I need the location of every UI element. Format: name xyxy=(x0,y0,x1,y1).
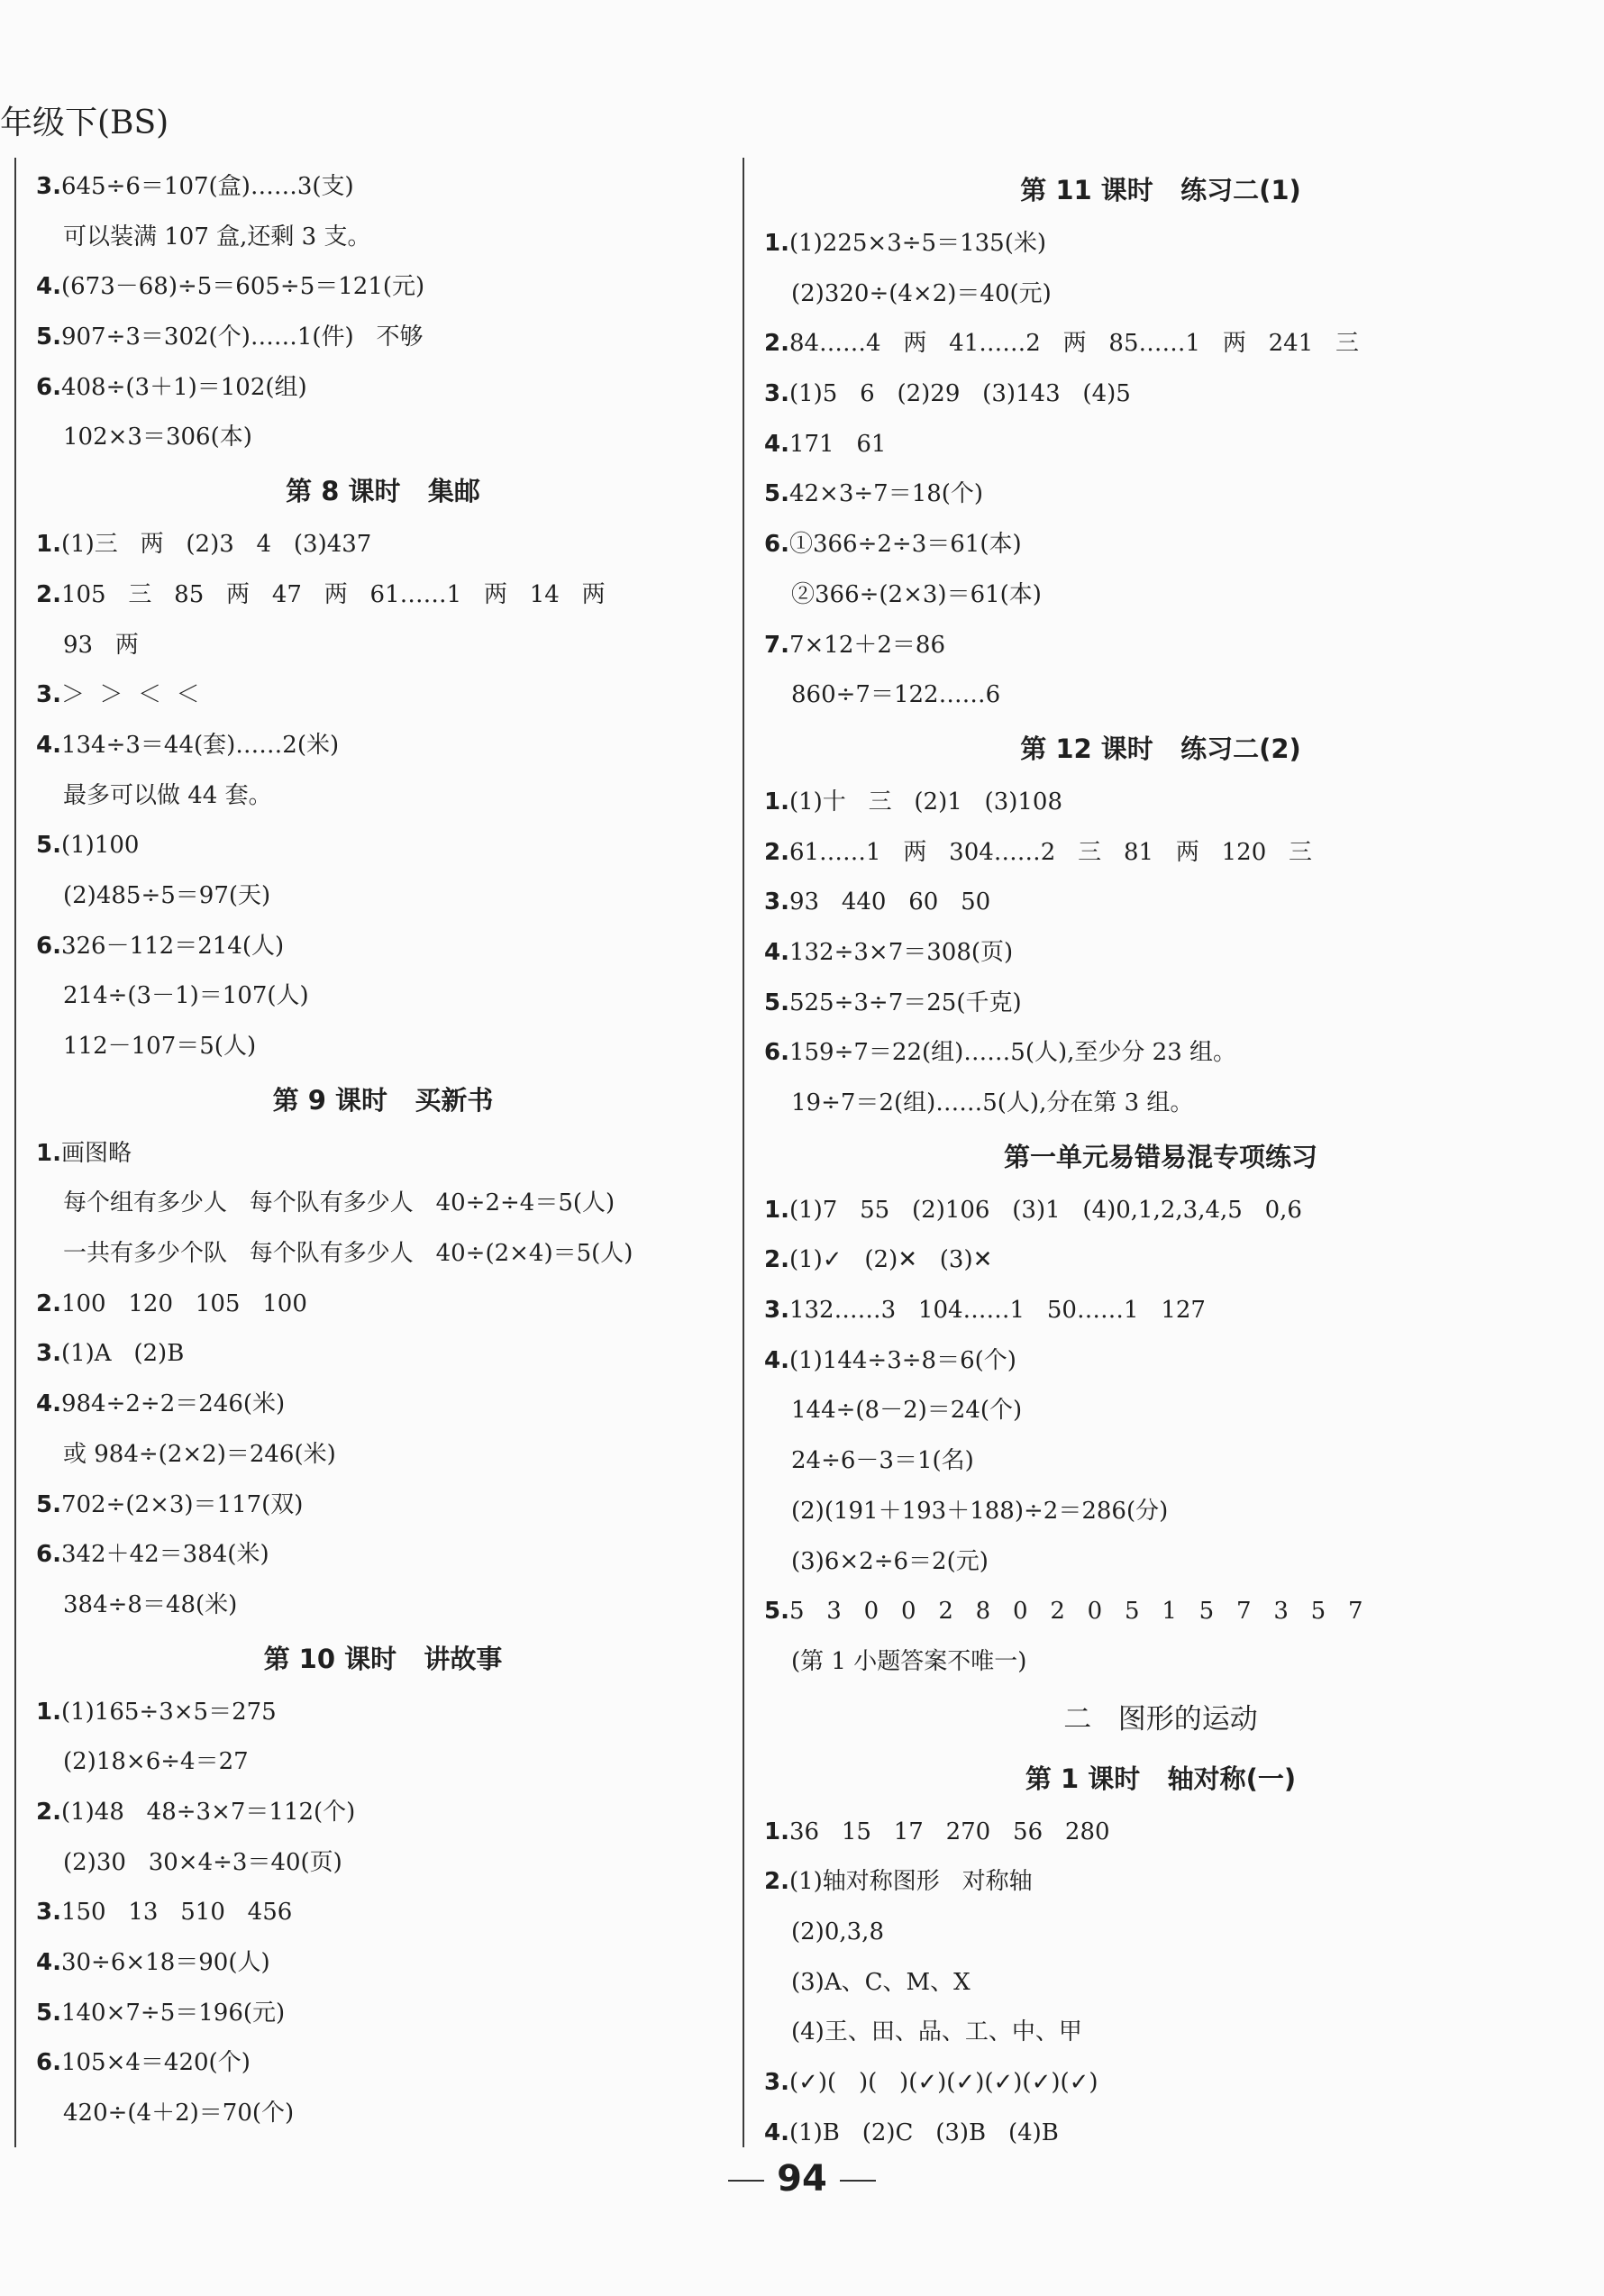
answer-continuation xyxy=(36,1838,730,1889)
answer-text: (3)A、C、M、X xyxy=(791,1968,971,1996)
page-number xyxy=(0,2158,1604,2200)
answer-text: 84……4 两 41……2 两 85……1 两 241 三 xyxy=(788,330,1360,358)
answer-text: 每个组有多少人 每个队有多少人 40÷2÷4＝5(人) xyxy=(63,1189,615,1217)
lesson-heading: 第 10 课时 讲故事 xyxy=(263,1643,503,1674)
answer-text: 36 15 17 270 56 280 xyxy=(788,1818,1110,1845)
answer-line xyxy=(36,520,730,570)
answer-text: (1)165÷3×5＝275 xyxy=(60,1698,277,1726)
answer-text: ①366÷2÷3＝61(本) xyxy=(788,531,1022,559)
answer-line xyxy=(36,1530,730,1581)
question-number: 4. xyxy=(764,430,789,458)
answer-continuation xyxy=(36,213,730,263)
lesson-heading: 第 1 课时 轴对称(一) xyxy=(1025,1763,1297,1794)
answer-line xyxy=(764,979,1557,1029)
answer-text: (1)144÷3÷8＝6(个) xyxy=(788,1346,1016,1374)
answer-text: 42×3÷7＝18(个) xyxy=(788,480,984,508)
answer-line xyxy=(36,922,730,972)
answer-line xyxy=(36,1788,730,1838)
answer-text: (1)十 三 (2)1 (3)108 xyxy=(788,788,1063,815)
lesson-heading: 第 9 课时 买新书 xyxy=(272,1084,494,1116)
right-column xyxy=(764,162,1557,2158)
answer-line xyxy=(764,420,1557,470)
question-number: 6. xyxy=(36,373,61,401)
answer-text: 159÷7＝22(组)……5(人),至少分 23 组。 xyxy=(788,1039,1237,1067)
answer-text: (1)225×3÷5＝135(米) xyxy=(788,230,1046,257)
answer-continuation xyxy=(36,971,730,1022)
question-number: 3. xyxy=(36,173,61,200)
question-number: 6. xyxy=(36,932,61,960)
question-number: 1. xyxy=(36,531,61,559)
answer-text: 420÷(4＋2)＝70(个) xyxy=(63,2100,295,2127)
answer-text: (1)✓ (2)✕ (3)✕ xyxy=(788,1246,993,1274)
answer-text: 5 3 0 0 2 8 0 2 0 5 1 5 7 3 5 7 xyxy=(788,1598,1363,1626)
answer-text: (1)B (2)C (3)B (4)B xyxy=(788,2118,1059,2146)
question-number: 5. xyxy=(36,1490,61,1518)
question-number: 4. xyxy=(36,1390,61,1418)
answer-line xyxy=(36,313,730,363)
answer-text: 102×3＝306(本) xyxy=(63,424,252,451)
answer-continuation xyxy=(764,570,1557,621)
answer-text: 105×4＝420(个) xyxy=(60,2049,251,2077)
question-number: 6. xyxy=(764,1039,789,1067)
answer-continuation xyxy=(36,771,730,822)
lesson-heading: 第一单元易错易混专项练习 xyxy=(1003,1141,1317,1172)
answer-continuation xyxy=(36,1022,730,1072)
question-number: 1. xyxy=(764,788,789,815)
answer-line xyxy=(36,363,730,414)
answer-text: 171 61 xyxy=(788,430,887,458)
answer-text: (1)48 48÷3×7＝112(个) xyxy=(60,1798,356,1826)
question-number: 2. xyxy=(36,1798,61,1826)
answer-line xyxy=(764,878,1557,928)
answer-line xyxy=(764,1857,1557,1908)
lesson-heading: 第 12 课时 练习二(2) xyxy=(1020,733,1301,764)
answer-text: (第 1 小题答案不唯一) xyxy=(791,1647,1027,1675)
question-number: 3. xyxy=(36,1340,61,1368)
answer-text: 一共有多少个队 每个队有多少人 40÷(2×4)＝5(人) xyxy=(63,1240,633,1268)
question-number: 3. xyxy=(36,1899,61,1927)
question-number: 4. xyxy=(36,1949,61,1976)
answer-continuation xyxy=(764,670,1557,721)
answer-line xyxy=(764,778,1557,828)
question-number: 3. xyxy=(764,888,789,916)
answer-continuation xyxy=(764,1637,1557,1688)
question-number: 4. xyxy=(36,273,61,301)
answer-text: 19÷7＝2(组)……5(人),分在第 3 组。 xyxy=(791,1089,1194,1116)
answer-text: (2)(191＋193＋188)÷2＝286(分) xyxy=(791,1497,1169,1525)
answer-text: (2)30 30×4÷3＝40(页) xyxy=(63,1848,342,1876)
answer-continuation xyxy=(36,413,730,463)
answer-line xyxy=(36,1688,730,1738)
answer-text: 214÷(3－1)＝107(人) xyxy=(63,982,309,1010)
question-number: 6. xyxy=(764,531,789,559)
question-number: 5. xyxy=(36,832,61,860)
answer-line xyxy=(36,262,730,313)
answer-line xyxy=(764,219,1557,269)
answer-text: 140×7÷5＝196(元) xyxy=(60,1999,286,2027)
answer-line xyxy=(36,1380,730,1430)
answer-text: 可以装满 107 盒,还剩 3 支。 xyxy=(63,223,371,251)
answer-text: 30÷6×18＝90(人) xyxy=(60,1949,270,1976)
answer-text: (1)三 两 (2)3 4 (3)437 xyxy=(60,531,372,559)
answer-line xyxy=(36,1938,730,1989)
question-number: 4. xyxy=(764,938,789,966)
question-number: 5. xyxy=(764,1598,789,1626)
answer-line xyxy=(36,670,730,721)
answer-continuation xyxy=(36,1581,730,1631)
question-number: 2. xyxy=(764,1868,789,1896)
page-header: 年级下(BS) xyxy=(0,105,169,141)
answer-continuation xyxy=(764,1908,1557,1958)
question-number: 5. xyxy=(764,480,789,508)
column-divider-middle xyxy=(743,158,744,2147)
question-number: 1. xyxy=(764,1196,789,1224)
question-number: 6. xyxy=(36,2049,61,2077)
answer-line xyxy=(36,1329,730,1380)
question-number: 4. xyxy=(36,731,61,759)
lesson-heading: 第 11 课时 练习二(1) xyxy=(1020,175,1301,205)
answer-continuation xyxy=(36,871,730,922)
answer-continuation xyxy=(764,1958,1557,2009)
answer-text: 132……3 104……1 50……1 127 xyxy=(788,1297,1206,1325)
answer-line xyxy=(764,621,1557,671)
answer-text: 384÷8＝48(米) xyxy=(63,1590,238,1618)
question-number: 1. xyxy=(36,1139,61,1167)
answer-line xyxy=(764,1186,1557,1236)
answer-line xyxy=(764,828,1557,879)
answer-continuation xyxy=(36,1229,730,1280)
answer-line xyxy=(764,1286,1557,1336)
answer-text: 525÷3÷7＝25(千克) xyxy=(788,989,1022,1016)
answer-text: (673－68)÷5＝605÷5＝121(元) xyxy=(60,273,425,301)
answer-continuation xyxy=(36,1737,730,1788)
answer-text: 907÷3＝302(个)……1(件) 不够 xyxy=(60,323,424,351)
question-number: 3. xyxy=(36,681,61,709)
answer-text: 645÷6＝107(盒)……3(支) xyxy=(60,173,354,200)
answer-text: (1)100 xyxy=(60,832,140,860)
answer-text: (✓)( )( )(✓)(✓)(✓)(✓)(✓) xyxy=(788,2069,1098,2096)
question-number: 1. xyxy=(36,1698,61,1726)
answer-line xyxy=(36,821,730,871)
answer-text: (3)6×2÷6＝2(元) xyxy=(791,1547,989,1575)
answer-text: 134÷3＝44(套)……2(米) xyxy=(60,731,340,759)
answer-continuation xyxy=(764,269,1557,320)
question-number: 1. xyxy=(764,1818,789,1845)
question-number: 2. xyxy=(36,580,61,608)
answer-text: 100 120 105 100 xyxy=(60,1289,307,1317)
answer-line xyxy=(764,2109,1557,2159)
answer-text: 326－112＝214(人) xyxy=(60,932,285,960)
question-number: 5. xyxy=(36,1999,61,2027)
answer-text: 93 440 60 50 xyxy=(788,888,991,916)
answer-text: 702÷(2×3)＝117(双) xyxy=(60,1490,304,1518)
answer-text: 860÷7＝122……6 xyxy=(791,681,1001,709)
answer-continuation xyxy=(764,1386,1557,1436)
answer-text: 105 三 85 两 47 两 61……1 两 14 两 xyxy=(60,580,606,608)
question-number: 4. xyxy=(764,2118,789,2146)
question-number: 3. xyxy=(764,1297,789,1325)
question-number: 7. xyxy=(764,631,789,659)
answer-text: 112－107＝5(人) xyxy=(63,1033,257,1060)
answer-line xyxy=(764,1028,1557,1079)
answer-line xyxy=(764,1235,1557,1286)
answer-continuation xyxy=(36,2089,730,2139)
answer-text: (1)5 6 (2)29 (3)143 (4)5 xyxy=(788,380,1131,408)
answer-line xyxy=(764,1336,1557,1387)
answer-line xyxy=(764,520,1557,570)
answer-text: 144÷(8－2)＝24(个) xyxy=(791,1397,1023,1425)
question-number: 2. xyxy=(764,838,789,866)
answer-continuation xyxy=(36,1430,730,1481)
answer-text: 最多可以做 44 套。 xyxy=(63,781,272,809)
answer-text: (2)485÷5＝97(天) xyxy=(63,881,271,909)
answer-text: (1)7 55 (2)106 (3)1 (4)0,1,2,3,4,5 0,6 xyxy=(788,1196,1302,1224)
unit-title: 二 图形的运动 xyxy=(1063,1702,1258,1736)
answer-text: ＞ ＞ ＜ ＜ xyxy=(60,681,200,709)
answer-text: 93 两 xyxy=(63,631,139,659)
answer-continuation xyxy=(764,1436,1557,1487)
answer-continuation xyxy=(36,1179,730,1229)
answer-text: 342＋42＝384(米) xyxy=(60,1541,269,1569)
answer-line xyxy=(36,1989,730,2039)
answer-continuation xyxy=(764,2008,1557,2058)
question-number: 1. xyxy=(764,230,789,257)
answer-text: ②366÷(2×3)＝61(本) xyxy=(791,580,1042,608)
question-number: 3. xyxy=(764,380,789,408)
column-divider-left xyxy=(14,158,16,2147)
answer-line xyxy=(36,721,730,771)
question-number: 2. xyxy=(764,1246,789,1274)
question-number: 6. xyxy=(36,1541,61,1569)
answer-text: 24÷6－3＝1(名) xyxy=(791,1447,974,1475)
answer-text: 或 984÷(2×2)＝246(米) xyxy=(63,1440,336,1468)
answer-line xyxy=(36,1280,730,1330)
answer-line xyxy=(36,162,730,213)
answer-text: 132÷3×7＝308(页) xyxy=(788,938,1014,966)
answer-line xyxy=(36,1888,730,1938)
answer-line xyxy=(764,1808,1557,1858)
answer-line xyxy=(36,2038,730,2089)
answer-line xyxy=(764,2058,1557,2109)
answer-text: (1)轴对称图形 对称轴 xyxy=(788,1868,1033,1896)
left-column xyxy=(36,162,730,2139)
dash-left xyxy=(728,2180,764,2182)
answer-line xyxy=(764,369,1557,420)
question-number: 2. xyxy=(764,330,789,358)
question-number: 2. xyxy=(36,1289,61,1317)
answer-text: 画图略 xyxy=(60,1139,132,1167)
answer-continuation xyxy=(36,621,730,671)
answer-continuation xyxy=(764,1537,1557,1588)
page-number-value: 94 xyxy=(777,2158,827,2200)
dash-right xyxy=(840,2180,876,2182)
answer-text: 984÷2÷2＝246(米) xyxy=(60,1390,286,1418)
answer-text: (2)320÷(4×2)＝40(元) xyxy=(791,279,1052,307)
answer-line xyxy=(36,1481,730,1531)
question-number: 5. xyxy=(36,323,61,351)
answer-text: (2)18×6÷4＝27 xyxy=(63,1748,249,1776)
answer-line xyxy=(764,469,1557,520)
answer-line xyxy=(764,1587,1557,1637)
answer-line xyxy=(36,570,730,621)
question-number: 4. xyxy=(764,1346,789,1374)
question-number: 5. xyxy=(764,989,789,1016)
answer-line xyxy=(764,928,1557,979)
answer-continuation xyxy=(764,1487,1557,1537)
answer-line xyxy=(36,1129,730,1180)
answer-text: 408÷(3＋1)＝102(组) xyxy=(60,373,307,401)
answer-text: 61……1 两 304……2 三 81 两 120 三 xyxy=(788,838,1313,866)
answer-line xyxy=(764,319,1557,369)
lesson-heading: 第 8 课时 集邮 xyxy=(286,476,480,507)
answer-continuation xyxy=(764,1079,1557,1129)
answer-text: 7×12＋2＝86 xyxy=(788,631,946,659)
question-number: 3. xyxy=(764,2069,789,2096)
answer-text: (2)0,3,8 xyxy=(791,1918,884,1945)
answer-text: 150 13 510 456 xyxy=(60,1899,293,1927)
answer-text: (1)A (2)B xyxy=(60,1340,185,1368)
answer-text: (4)王、田、品、工、中、甲 xyxy=(791,2018,1082,2046)
